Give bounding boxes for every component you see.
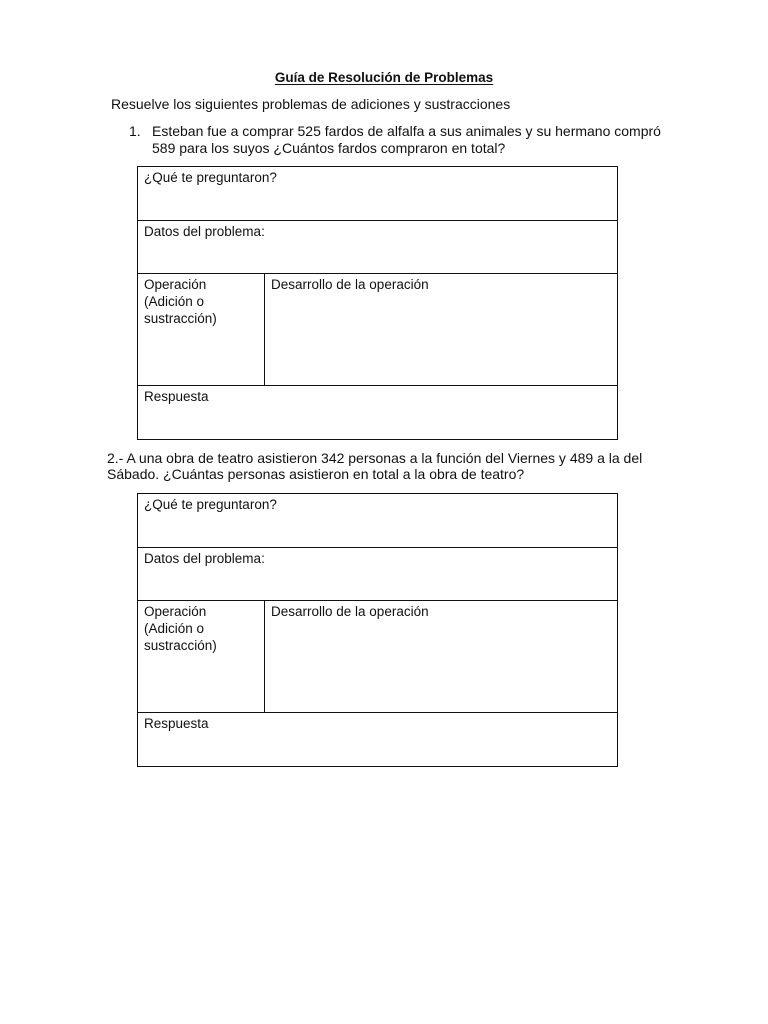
operation-label: Operación (Adición o sustracción): [144, 604, 217, 653]
problem-1: [129, 123, 669, 157]
problem-1-text: Esteban fue a comprar 525 fardos de alfalfa a sus animales y su hermano compró 589 para los suyos ¿Cuántos fardos compraron en total?: [152, 123, 661, 156]
answer-cell[interactable]: [138, 713, 618, 767]
problem-1-number: 1.: [129, 123, 141, 139]
page-title: Guía de Resolución de Problemas: [274, 70, 494, 85]
problem-2-text: 2.- A una obra de teatro asistieron 342 personas a la función del Viernes y 489 a la del Sábado. ¿Cuántas personas asistieron en total a la obra de teatro?: [107, 450, 643, 482]
development-cell[interactable]: [265, 274, 618, 386]
data-cell[interactable]: [138, 548, 618, 601]
development-label: Desarrollo de la operación: [271, 604, 429, 619]
problem-2-answer-table: [137, 493, 618, 767]
answer-label: Respuesta: [144, 716, 209, 731]
question-cell[interactable]: [138, 167, 618, 221]
data-cell[interactable]: [138, 221, 618, 274]
operation-cell[interactable]: [138, 601, 265, 713]
development-cell[interactable]: [265, 601, 618, 713]
answer-cell[interactable]: [138, 386, 618, 440]
data-label: Datos del problema:: [144, 224, 265, 239]
development-label: Desarrollo de la operación: [271, 277, 429, 292]
answer-label: Respuesta: [144, 389, 209, 404]
problem-1-answer-table: [137, 166, 618, 440]
operation-label: Operación (Adición o sustracción): [144, 277, 217, 326]
data-label: Datos del problema:: [144, 551, 265, 566]
operation-cell[interactable]: [138, 274, 265, 386]
question-label: ¿Qué te preguntaron?: [144, 170, 277, 185]
question-label: ¿Qué te preguntaron?: [144, 497, 277, 512]
instruction-text: Resuelve los siguientes problemas de adiciones y sustracciones: [111, 96, 511, 112]
question-cell[interactable]: [138, 494, 618, 548]
